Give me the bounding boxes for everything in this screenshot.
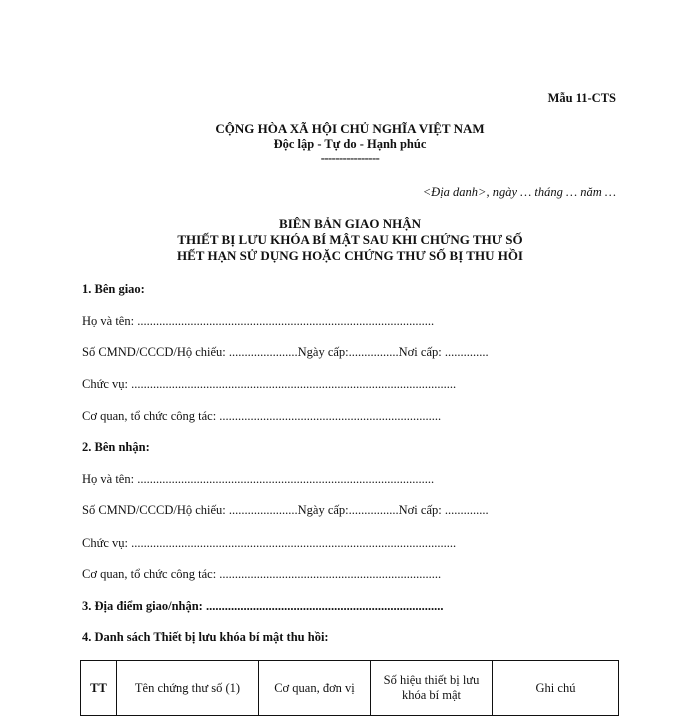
column-header-notes: Ghi chú xyxy=(493,661,619,716)
section-giver-heading: 1. Bên giao: xyxy=(82,282,145,296)
column-header-cert-name: Tên chứng thư số (1) xyxy=(117,661,259,716)
national-title: CỘNG HÒA XÃ HỘI CHỦ NGHĨA VIỆT NAM xyxy=(215,121,485,136)
receiver-position-field: Chức vụ: ........................................................................................................ xyxy=(82,536,457,550)
table-header-row xyxy=(81,661,619,716)
receiver-org-field: Cơ quan, tổ chức công tác: ....................................................................... xyxy=(82,567,442,581)
document-title: BIÊN BẢN GIAO NHẬN xyxy=(279,216,421,231)
section-receiver-heading: 2. Bên nhận: xyxy=(82,440,150,454)
giver-id-field: Số CMND/CCCD/Hộ chiếu: ......................Ngày cấp:................Nơi cấp: .............. xyxy=(82,345,489,359)
header-divider: ---------------- xyxy=(320,151,380,165)
section-list-heading: 4. Danh sách Thiết bị lưu khóa bí mật thu hồi: xyxy=(82,630,329,644)
giver-name-field: Họ và tên: ............................................................................................... xyxy=(82,314,435,328)
device-list-table xyxy=(80,660,619,716)
document-subtitle-line2: HẾT HẠN SỬ DỤNG HOẶC CHỨNG THƯ SỐ BỊ THU HỒI xyxy=(177,248,523,263)
document-subtitle-line1: THIẾT BỊ LƯU KHÓA BÍ MẬT SAU KHI CHỨNG THƯ SỐ xyxy=(177,232,523,247)
place-date-line: <Địa danh>, ngày … tháng … năm … xyxy=(422,185,616,199)
giver-position-field: Chức vụ: ........................................................................................................ xyxy=(82,377,457,391)
receiver-id-field: Số CMND/CCCD/Hộ chiếu: ......................Ngày cấp:................Nơi cấp: .............. xyxy=(82,503,489,517)
column-header-tt: TT xyxy=(81,661,117,716)
form-code: Mẫu 11-CTS xyxy=(547,91,616,105)
national-motto: Độc lập - Tự do - Hạnh phúc xyxy=(273,137,427,151)
column-header-org: Cơ quan, đơn vị xyxy=(259,661,371,716)
column-header-device-serial: Số hiệu thiết bị lưu khóa bí mật xyxy=(371,661,493,716)
giver-org-field: Cơ quan, tổ chức công tác: ....................................................................... xyxy=(82,409,442,423)
receiver-name-field: Họ và tên: ............................................................................................... xyxy=(82,472,435,486)
section-location: 3. Địa điểm giao/nhận: ............................................................................ xyxy=(82,599,444,613)
